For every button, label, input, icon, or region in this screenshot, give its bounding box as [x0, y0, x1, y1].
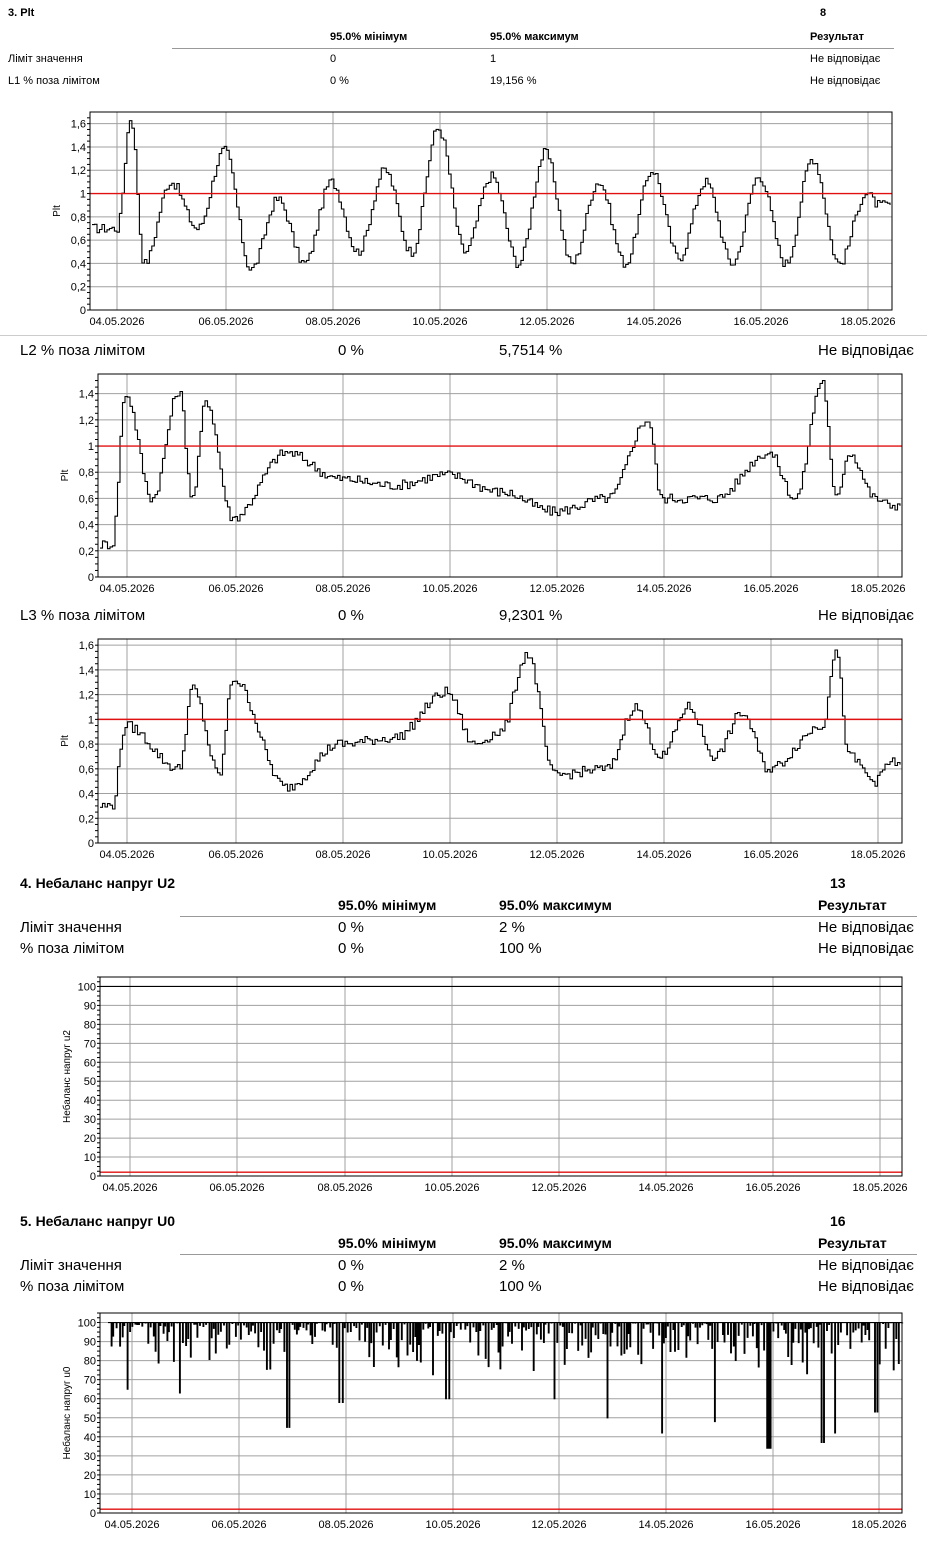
y-tick-label: 40 — [83, 1431, 96, 1444]
row-label: % поза лімітом — [20, 1278, 125, 1295]
section-code: 16 — [830, 1213, 846, 1229]
y-tick-label: 40 — [83, 1095, 96, 1108]
y-tick-label: 1,2 — [70, 165, 86, 178]
col-max-header: 95.0% максимум — [499, 897, 612, 913]
y-tick-label: 0 — [87, 838, 94, 850]
x-tick-label: 16.05.2026 — [745, 1519, 801, 1531]
row-min: 0 % — [338, 1278, 364, 1295]
x-tick-label: 16.05.2026 — [743, 583, 799, 595]
header-rule — [180, 916, 917, 917]
x-tick-label: 18.05.2026 — [850, 849, 906, 861]
y-tick-label: 0 — [79, 305, 86, 317]
y-tick-label: 100 — [77, 981, 96, 994]
row-min: 0 — [330, 53, 337, 65]
y-axis-label: Plt — [60, 469, 71, 482]
x-tick-label: 12.05.2026 — [529, 583, 585, 595]
row-result: Не відповідає — [818, 919, 914, 936]
y-tick-label: 60 — [83, 1393, 96, 1406]
y-tick-label: 50 — [83, 1076, 96, 1089]
y-tick-label: 0,2 — [78, 545, 94, 558]
y-axis-label: Plt — [60, 735, 71, 747]
row-min: 0 % — [338, 919, 364, 936]
row-label: L2 % поза лімітом — [20, 342, 146, 359]
x-tick-label: 12.05.2026 — [529, 849, 585, 861]
y-tick-label: 0,4 — [70, 258, 86, 271]
row-min: 0 % — [338, 940, 364, 957]
x-tick-label: 14.05.2026 — [638, 1519, 694, 1531]
x-tick-label: 04.05.2026 — [99, 583, 155, 595]
y-tick-label: 70 — [83, 1374, 96, 1387]
row-label: Ліміт значення — [20, 919, 122, 936]
row-result: Не відповідає — [818, 342, 914, 359]
x-tick-label: 18.05.2026 — [850, 583, 906, 595]
y-tick-label: 30 — [83, 1450, 96, 1463]
plt-l3-chart — [0, 627, 927, 867]
y-tick-label: 1 — [87, 714, 94, 727]
col-result-header: Результат — [810, 31, 865, 43]
y-tick-label: 0,6 — [70, 235, 86, 248]
row-min: 0 % — [330, 75, 349, 87]
y-tick-label: 0,8 — [78, 739, 94, 752]
col-result-header: Результат — [818, 1235, 887, 1251]
x-tick-label: 12.05.2026 — [531, 1182, 587, 1194]
x-tick-label: 12.05.2026 — [519, 316, 575, 328]
row-label: % поза лімітом — [20, 940, 125, 957]
row-min: 0 % — [338, 607, 364, 624]
y-tick-label: 0 — [89, 1171, 96, 1183]
x-tick-label: 10.05.2026 — [424, 1182, 480, 1194]
row-max: 2 % — [499, 919, 525, 936]
row-max: 9,2301 % — [499, 607, 563, 624]
y-tick-label: 100 — [77, 1317, 96, 1330]
y-tick-label: 20 — [83, 1469, 96, 1482]
u0-chart — [0, 1303, 927, 1543]
x-tick-label: 08.05.2026 — [315, 849, 371, 861]
y-axis-label: Небаланс напруг u2 — [62, 1030, 73, 1123]
y-tick-label: 1,6 — [70, 118, 86, 131]
y-tick-label: 60 — [83, 1057, 96, 1070]
row-label: Ліміт значення — [20, 1257, 122, 1274]
x-tick-label: 06.05.2026 — [211, 1519, 267, 1531]
x-tick-label: 14.05.2026 — [626, 316, 682, 328]
col-min-header: 95.0% мінімум — [338, 1235, 437, 1251]
row-result: Не відповідає — [818, 1257, 914, 1274]
y-tick-label: 0,4 — [78, 788, 94, 801]
x-tick-label: 08.05.2026 — [305, 316, 361, 328]
y-tick-label: 0,8 — [78, 467, 94, 480]
y-tick-label: 90 — [83, 1000, 96, 1013]
y-tick-label: 1,6 — [78, 640, 94, 653]
row-result: Не відповідає — [810, 53, 881, 65]
x-tick-label: 16.05.2026 — [733, 316, 789, 328]
row-max: 1 — [490, 53, 497, 65]
x-tick-label: 14.05.2026 — [636, 849, 692, 861]
section-code: 8 — [820, 7, 827, 19]
y-tick-label: 0,2 — [78, 813, 94, 826]
x-tick-label: 18.05.2026 — [852, 1182, 908, 1194]
row-result: Не відповідає — [818, 1278, 914, 1295]
y-tick-label: 50 — [83, 1412, 96, 1425]
y-tick-label: 10 — [83, 1488, 96, 1501]
plt-l1-chart — [0, 100, 927, 340]
plot-frame — [100, 977, 902, 1176]
x-tick-label: 18.05.2026 — [840, 316, 896, 328]
x-tick-label: 04.05.2026 — [89, 316, 145, 328]
series-line — [100, 650, 900, 809]
y-tick-label: 1,2 — [78, 689, 94, 702]
separator-line — [0, 335, 927, 336]
row-label: L3 % поза лімітом — [20, 607, 146, 624]
y-axis-label: Plt — [52, 205, 63, 217]
header-rule — [172, 48, 894, 49]
row-result: Не відповідає — [810, 75, 881, 87]
y-tick-label: 0,6 — [78, 493, 94, 506]
x-tick-label: 16.05.2026 — [743, 849, 799, 861]
y-tick-label: 70 — [83, 1038, 96, 1051]
y-tick-label: 90 — [83, 1336, 96, 1349]
x-tick-label: 08.05.2026 — [315, 583, 371, 595]
section-title: 4. Небаланс напруг U2 — [20, 875, 175, 891]
y-tick-label: 80 — [83, 1019, 96, 1032]
y-tick-label: 0,6 — [78, 763, 94, 776]
y-tick-label: 10 — [83, 1152, 96, 1165]
row-min: 0 % — [338, 1257, 364, 1274]
x-tick-label: 14.05.2026 — [638, 1182, 694, 1194]
x-tick-label: 06.05.2026 — [208, 583, 264, 595]
y-tick-label: 1,4 — [78, 664, 94, 677]
col-min-header: 95.0% мінімум — [330, 31, 408, 43]
y-tick-label: 20 — [83, 1133, 96, 1146]
x-tick-label: 12.05.2026 — [531, 1519, 587, 1531]
y-axis-label: Небаланс напруг u0 — [62, 1366, 73, 1460]
x-tick-label: 06.05.2026 — [208, 849, 264, 861]
col-min-header: 95.0% мінімум — [338, 897, 437, 913]
x-tick-label: 06.05.2026 — [198, 316, 254, 328]
x-tick-label: 10.05.2026 — [422, 583, 478, 595]
row-max: 2 % — [499, 1257, 525, 1274]
row-max: 100 % — [499, 940, 542, 957]
col-result-header: Результат — [818, 897, 887, 913]
y-tick-label: 0 — [89, 1508, 96, 1520]
section-title: 5. Небаланс напруг U0 — [20, 1213, 175, 1229]
row-max: 5,7514 % — [499, 342, 563, 359]
row-max: 100 % — [499, 1278, 542, 1295]
y-tick-label: 1 — [79, 188, 86, 201]
x-tick-label: 04.05.2026 — [104, 1519, 160, 1531]
row-max: 19,156 % — [490, 75, 537, 87]
row-result: Не відповідає — [818, 607, 914, 624]
x-tick-label: 10.05.2026 — [422, 849, 478, 861]
y-tick-label: 1,2 — [78, 414, 94, 427]
y-tick-label: 0 — [87, 572, 94, 584]
header-rule — [180, 1254, 917, 1255]
x-tick-label: 10.05.2026 — [412, 316, 468, 328]
y-tick-label: 30 — [83, 1114, 96, 1127]
col-max-header: 95.0% максимум — [499, 1235, 612, 1251]
u2-chart — [0, 965, 927, 1205]
y-tick-label: 1,4 — [78, 388, 94, 401]
row-label: Ліміт значення — [8, 53, 83, 65]
x-tick-label: 06.05.2026 — [209, 1182, 265, 1194]
section-title: 3. Plt — [8, 7, 35, 19]
x-tick-label: 10.05.2026 — [425, 1519, 481, 1531]
series-line — [92, 121, 890, 270]
plt-l2-chart — [0, 362, 927, 602]
row-label: L1 % поза лімітом — [8, 75, 100, 87]
x-tick-label: 18.05.2026 — [851, 1519, 907, 1531]
section-code: 13 — [830, 875, 846, 891]
col-max-header: 95.0% максимум — [490, 31, 579, 43]
y-tick-label: 1 — [87, 441, 94, 454]
y-tick-label: 0,8 — [70, 211, 86, 224]
series-line — [100, 381, 900, 549]
y-tick-label: 0,4 — [78, 519, 94, 532]
x-tick-label: 16.05.2026 — [745, 1182, 801, 1194]
row-result: Не відповідає — [818, 940, 914, 957]
x-tick-label: 08.05.2026 — [317, 1182, 373, 1194]
x-tick-label: 14.05.2026 — [636, 583, 692, 595]
x-tick-label: 04.05.2026 — [99, 849, 155, 861]
y-tick-label: 80 — [83, 1355, 96, 1368]
row-min: 0 % — [338, 342, 364, 359]
y-tick-label: 0,2 — [70, 281, 86, 294]
y-tick-label: 1,4 — [70, 141, 86, 154]
x-tick-label: 08.05.2026 — [318, 1519, 374, 1531]
x-tick-label: 04.05.2026 — [102, 1182, 158, 1194]
